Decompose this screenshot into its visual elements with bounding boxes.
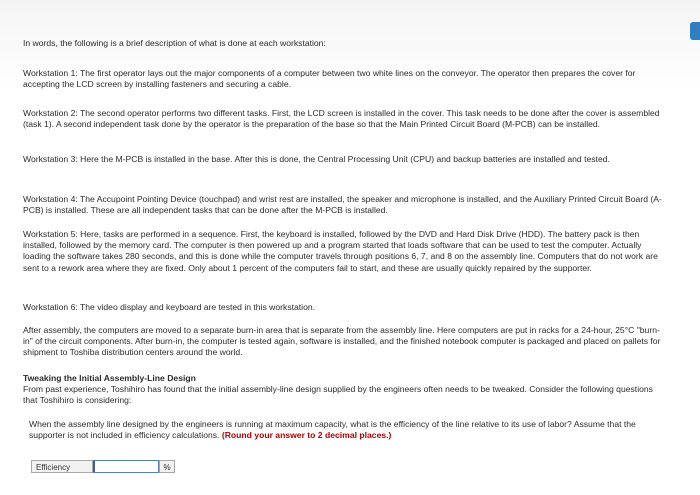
tweaking-section [23,373,663,407]
tweaking-heading: Tweaking the Initial Assembly-Line Design [23,373,196,383]
efficiency-label: Efficiency [31,460,93,473]
after-assembly-text: After assembly, the computers are moved to a separate burn-in area that is separate from the assembly line. Here computers are put in racks for a 24-hour, 25°C "burn-in" of the circuit components. After burn-in, the computer is tested again, software is installed, and the finished notebook computer is packaged and placed on pallets for shipment to Toshiba distribution centers around the world. [23,325,661,358]
question-text: When the assembly line designed by the engineers is running at maximum capacity, what is the efficiency of the line relative to its use of labor? Assume that the supporter is not included in efficiency calculations. [29,419,636,441]
percent-unit: % [159,460,175,473]
workstation-3-text: Workstation 3: Here the M-PCB is installed in the base. After this is done, the Central Processing Unit (CPU) and backup batteries are installed and tested. [23,154,610,164]
answer-row [31,458,175,474]
side-panel-tab[interactable] [690,22,700,40]
efficiency-input[interactable] [93,460,159,473]
workstation-5-text: Workstation 5: Here, tasks are performed in a sequence. First, the keyboard is installed, followed by the DVD and Hard Disk Drive (HDD). The battery pack is then installed, followed by the memory card. The computer is then powered up and a program started that loads software that can be used to test the computer. Actually loading the software takes 280 seconds, and this is done while the computer travels through positions 6, 7, and 8 on the assembly line. Computers that do not work are sent to a rework area where they are fixed. Only about 1 percent of the computers fail to start, and these are usually quickly repaired by the supporter. [23,229,658,273]
intro-text: In words, the following is a brief description of what is done at each workstation: [23,38,326,48]
workstation-1-text: Workstation 1: The first operator lays out the major components of a computer between two white lines on the conveyor. The operator then prepares the cover for accepting the LCD screen by installing fasteners and securing a cable. [23,68,636,90]
question [29,419,659,441]
rounding-instruction: (Round your answer to 2 decimal places.) [221,430,392,441]
tweaking-body: From past experience, Toshihiro has found that the initial assembly-line design supplied by the engineers often needs to be tweaked. Consider the following questions that Toshihiro is considering: [23,384,653,406]
workstation-6-text: Workstation 6: The video display and keyboard are tested in this workstation. [23,302,316,312]
workstation-4-text: Workstation 4: The Accupoint Pointing Device (touchpad) and wrist rest are installed, the speaker and microphone is installed, and the Auxiliary Printed Circuit Board (A-PCB) is installed. These are all independent tasks that can be done after the M-PCB is installed. [23,194,662,216]
workstation-2-text: Workstation 2: The second operator performs two different tasks. First, the LCD screen is installed in the cover. This task needs to be done after the cover is assembled (task 1). A second independent task done by the operator is the preparation of the base so that the Main Printed Circuit Board (M-PCB) can be installed. [23,108,660,130]
